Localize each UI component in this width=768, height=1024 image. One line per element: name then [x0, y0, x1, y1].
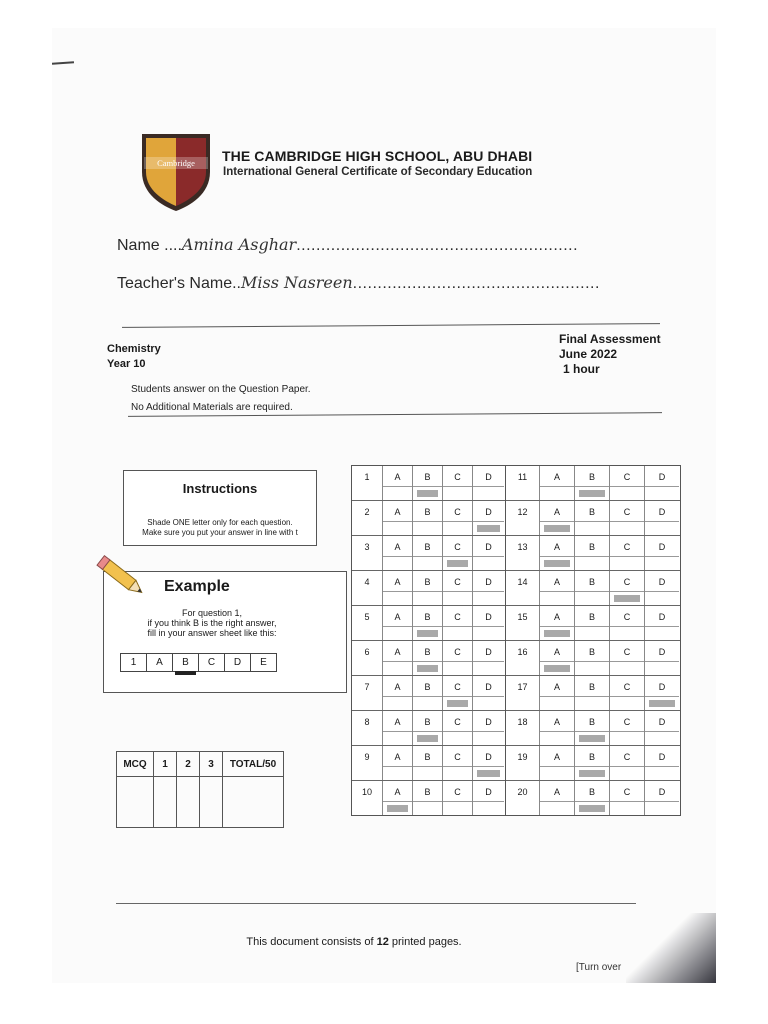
option-label: D — [485, 507, 492, 517]
question-number: 1 — [352, 466, 383, 500]
option-label: A — [394, 542, 401, 552]
option-d-bubble[interactable] — [473, 466, 504, 500]
option-label: B — [424, 612, 431, 622]
question-number: 13 — [506, 536, 540, 570]
answer-row-q8 — [352, 711, 505, 746]
option-label: C — [454, 717, 461, 727]
instructions-line: Make sure you put your answer in line with t — [142, 528, 298, 537]
answer-row-q4 — [352, 571, 505, 606]
answer-row-q3 — [352, 536, 505, 571]
option-label: A — [394, 647, 401, 657]
option-label: D — [658, 717, 666, 727]
score-cell — [200, 777, 223, 828]
answer-row-q7 — [352, 676, 505, 711]
option-label: D — [658, 577, 666, 587]
option-label: A — [394, 612, 401, 622]
option-label: C — [454, 507, 461, 517]
pencil-shading — [417, 735, 438, 742]
page-count: 12 — [376, 936, 389, 948]
option-label: D — [658, 682, 666, 692]
option-c-bubble[interactable] — [443, 501, 473, 535]
option-label: B — [588, 542, 595, 552]
example-question-number: 1 — [121, 654, 147, 671]
option-d-bubble[interactable] — [473, 571, 504, 605]
option-label: D — [658, 472, 666, 482]
option-label: B — [588, 507, 595, 517]
option-label: D — [658, 787, 666, 797]
option-label: A — [553, 577, 560, 587]
teacher-name-line — [117, 273, 600, 293]
pencil-shading — [387, 805, 408, 812]
subject-block — [107, 342, 161, 372]
teacher-name-label: Teacher's Name.. — [117, 275, 241, 292]
option-b-bubble[interactable] — [413, 641, 443, 675]
option-c-bubble[interactable] — [610, 676, 645, 710]
pencil-shading — [447, 560, 468, 567]
question-number: 20 — [506, 781, 540, 815]
question-number: 18 — [506, 711, 540, 745]
option-c-bubble[interactable] — [610, 641, 645, 675]
note-answer-paper: Students answer on the Question Paper. — [131, 384, 311, 395]
option-label: C — [623, 752, 631, 762]
svg-text:Cambridge: Cambridge — [157, 158, 195, 168]
option-d-bubble[interactable] — [645, 536, 679, 570]
turn-over-note: [Turn over — [576, 962, 622, 973]
note-materials: No Additional Materials are required. — [131, 402, 293, 413]
example-option-C: C — [199, 654, 225, 671]
question-number: 7 — [352, 676, 383, 710]
pencil-shading — [614, 595, 640, 602]
scan-shadow — [626, 913, 716, 983]
option-label: A — [553, 612, 560, 622]
option-d-bubble[interactable] — [645, 746, 679, 780]
option-label: B — [424, 577, 431, 587]
example-line: fill in your answer sheet like this: — [147, 628, 277, 638]
option-label: C — [623, 717, 631, 727]
option-label: A — [394, 577, 401, 587]
option-label: B — [588, 612, 595, 622]
option-d-bubble[interactable] — [645, 781, 679, 815]
option-label: C — [623, 542, 631, 552]
footer-text: This document consists of — [246, 936, 377, 948]
option-d-bubble[interactable] — [473, 501, 504, 535]
example-option-D: D — [225, 654, 251, 671]
option-label: B — [588, 577, 595, 587]
option-label: C — [454, 542, 461, 552]
option-b-bubble[interactable] — [575, 466, 610, 500]
option-a-bubble[interactable] — [540, 676, 575, 710]
option-label: C — [623, 472, 631, 482]
option-label: C — [454, 472, 461, 482]
question-number: 3 — [352, 536, 383, 570]
option-label: D — [485, 472, 492, 482]
option-label: C — [454, 647, 461, 657]
option-b-bubble[interactable] — [413, 746, 443, 780]
option-label: B — [588, 647, 595, 657]
question-number: 5 — [352, 606, 383, 640]
mcq-header: 2 — [177, 752, 200, 777]
option-d-bubble[interactable] — [473, 536, 504, 570]
option-b-bubble[interactable] — [575, 606, 610, 640]
option-label: C — [623, 612, 631, 622]
option-label: C — [454, 682, 461, 692]
option-label: A — [394, 717, 401, 727]
option-a-bubble[interactable] — [383, 571, 413, 605]
option-label: D — [485, 682, 492, 692]
option-label: D — [485, 752, 492, 762]
option-d-bubble[interactable] — [473, 606, 504, 640]
option-d-bubble[interactable] — [645, 606, 679, 640]
question-number: 11 — [506, 466, 540, 500]
question-number: 19 — [506, 746, 540, 780]
option-a-bubble[interactable] — [383, 641, 413, 675]
option-label: D — [485, 612, 492, 622]
option-label: D — [485, 577, 492, 587]
option-b-bubble[interactable] — [413, 466, 443, 500]
option-c-bubble[interactable] — [443, 641, 473, 675]
option-label: A — [553, 647, 560, 657]
pencil-shading — [447, 700, 468, 707]
option-a-bubble[interactable] — [540, 571, 575, 605]
dotted-fill: .................................................. — [352, 275, 600, 292]
footer-text: printed pages. — [388, 936, 462, 948]
answer-sheet-grid — [351, 465, 681, 816]
option-b-bubble[interactable] — [575, 501, 610, 535]
option-label: D — [485, 542, 492, 552]
option-label: B — [588, 682, 595, 692]
option-d-bubble[interactable] — [473, 746, 504, 780]
option-a-bubble[interactable] — [540, 536, 575, 570]
instructions-box — [123, 470, 317, 546]
option-label: B — [424, 787, 431, 797]
question-number: 14 — [506, 571, 540, 605]
answer-row-q15 — [506, 606, 680, 641]
option-label: D — [485, 647, 492, 657]
option-a-bubble[interactable] — [540, 711, 575, 745]
answer-row-q20 — [506, 781, 680, 815]
mcq-header: TOTAL/50 — [223, 752, 284, 777]
pencil-shading — [544, 525, 570, 532]
option-label: C — [623, 682, 631, 692]
option-b-bubble[interactable] — [575, 781, 610, 815]
option-label: B — [424, 647, 431, 657]
question-number: 4 — [352, 571, 383, 605]
example-answer-row — [120, 653, 277, 672]
footer-divider — [116, 903, 636, 904]
option-c-bubble[interactable] — [610, 746, 645, 780]
mcq-header: 3 — [200, 752, 223, 777]
option-a-bubble[interactable] — [540, 781, 575, 815]
example-title: Example — [164, 578, 230, 595]
option-label: D — [658, 752, 666, 762]
pencil-shading — [477, 525, 500, 532]
pencil-shading — [544, 665, 570, 672]
option-label: B — [588, 472, 595, 482]
answer-row-q18 — [506, 711, 680, 746]
option-label: B — [424, 682, 431, 692]
option-label: B — [588, 752, 595, 762]
pencil-shading — [579, 490, 605, 497]
dotted-fill: ......................................................... — [296, 237, 579, 254]
option-label: B — [424, 717, 431, 727]
example-option-E: E — [260, 657, 267, 668]
question-number: 6 — [352, 641, 383, 675]
option-label: B — [588, 717, 595, 727]
option-a-bubble[interactable] — [383, 781, 413, 815]
option-label: C — [454, 577, 461, 587]
option-c-bubble[interactable] — [610, 466, 645, 500]
option-d-bubble[interactable] — [473, 641, 504, 675]
question-number: 17 — [506, 676, 540, 710]
option-label: C — [454, 612, 461, 622]
assessment-date: June 2022 — [559, 347, 618, 361]
score-cell — [117, 777, 154, 828]
option-b-bubble[interactable] — [575, 571, 610, 605]
option-a-bubble[interactable] — [540, 606, 575, 640]
option-b-bubble[interactable] — [575, 676, 610, 710]
answer-column-1 — [352, 466, 506, 815]
option-c-bubble[interactable] — [443, 466, 473, 500]
pencil-icon — [95, 552, 149, 602]
option-label: C — [454, 787, 461, 797]
option-c-bubble[interactable] — [610, 536, 645, 570]
option-label: D — [658, 507, 666, 517]
option-label: B — [424, 752, 431, 762]
question-number: 15 — [506, 606, 540, 640]
option-b-bubble[interactable] — [413, 536, 443, 570]
option-label: A — [553, 542, 560, 552]
option-label: A — [553, 507, 560, 517]
option-b-bubble[interactable] — [575, 711, 610, 745]
answer-row-q14 — [506, 571, 680, 606]
answer-row-q2 — [352, 501, 505, 536]
pencil-shading — [579, 805, 605, 812]
instructions-text — [128, 518, 312, 538]
question-number: 10 — [352, 781, 383, 815]
answer-row-q13 — [506, 536, 680, 571]
option-a-bubble[interactable] — [383, 746, 413, 780]
option-label: A — [394, 472, 401, 482]
option-d-bubble[interactable] — [473, 711, 504, 745]
instructions-title: Instructions — [182, 481, 258, 496]
option-label: A — [394, 682, 401, 692]
mcq-header: MCQ — [117, 752, 154, 777]
answer-row-q6 — [352, 641, 505, 676]
pencil-shading — [544, 560, 570, 567]
option-label: D — [485, 717, 492, 727]
option-c-bubble[interactable] — [610, 571, 645, 605]
option-a-bubble[interactable] — [383, 466, 413, 500]
option-b-bubble[interactable] — [413, 571, 443, 605]
answer-row-q9 — [352, 746, 505, 781]
option-label: A — [553, 752, 560, 762]
option-label: B — [588, 787, 595, 797]
option-d-bubble[interactable] — [645, 466, 679, 500]
option-c-bubble[interactable] — [610, 501, 645, 535]
option-b-bubble[interactable] — [413, 781, 443, 815]
option-label: A — [394, 507, 401, 517]
option-c-bubble[interactable] — [610, 781, 645, 815]
option-label: B — [424, 507, 431, 517]
score-cell — [154, 777, 177, 828]
option-a-bubble[interactable] — [383, 676, 413, 710]
assessment-duration: 1 hour — [563, 362, 600, 376]
option-a-bubble[interactable] — [540, 466, 575, 500]
student-name-line — [117, 235, 578, 255]
question-number: 9 — [352, 746, 383, 780]
option-b-bubble[interactable] — [413, 606, 443, 640]
option-b-bubble[interactable] — [575, 536, 610, 570]
option-b-bubble[interactable] — [575, 746, 610, 780]
option-d-bubble[interactable] — [645, 711, 679, 745]
option-a-bubble[interactable] — [383, 606, 413, 640]
answer-row-q12 — [506, 501, 680, 536]
option-label: D — [485, 787, 492, 797]
option-d-bubble[interactable] — [645, 571, 679, 605]
option-d-bubble[interactable] — [473, 781, 504, 815]
year: Year 10 — [107, 358, 146, 370]
pencil-shading — [417, 490, 438, 497]
option-c-bubble[interactable] — [610, 711, 645, 745]
option-b-bubble[interactable] — [575, 641, 610, 675]
option-c-bubble[interactable] — [443, 746, 473, 780]
student-name-label: Name .... — [117, 237, 182, 254]
subject: Chemistry — [107, 343, 161, 355]
option-label: B — [424, 542, 431, 552]
answer-row-q19 — [506, 746, 680, 781]
option-label: C — [623, 507, 631, 517]
option-d-bubble[interactable] — [645, 501, 679, 535]
student-name-value: Amina Asghar — [181, 235, 297, 254]
question-number: 16 — [506, 641, 540, 675]
pencil-shading — [649, 700, 675, 707]
question-number: 12 — [506, 501, 540, 535]
answer-row-q11 — [506, 466, 680, 501]
option-a-bubble[interactable] — [540, 641, 575, 675]
option-a-bubble[interactable] — [383, 711, 413, 745]
option-label: B — [424, 472, 431, 482]
answer-column-2 — [506, 466, 680, 815]
option-a-bubble[interactable] — [383, 536, 413, 570]
school-crest-icon — [140, 132, 212, 212]
answer-row-q5 — [352, 606, 505, 641]
option-d-bubble[interactable] — [473, 676, 504, 710]
option-d-bubble[interactable] — [645, 676, 679, 710]
answer-row-q16 — [506, 641, 680, 676]
page-count-note — [0, 936, 768, 948]
option-c-bubble[interactable] — [443, 606, 473, 640]
example-option-B: B — [173, 654, 199, 671]
pencil-shading — [579, 770, 605, 777]
answer-row-q10 — [352, 781, 505, 815]
assessment-block — [559, 332, 661, 377]
option-label: A — [553, 682, 560, 692]
school-name: THE CAMBRIDGE HIGH SCHOOL, ABU DHABI — [222, 148, 533, 164]
option-b-bubble[interactable] — [413, 501, 443, 535]
option-c-bubble[interactable] — [443, 676, 473, 710]
option-label: D — [658, 612, 666, 622]
option-label: A — [553, 787, 560, 797]
option-c-bubble[interactable] — [443, 571, 473, 605]
option-label: A — [553, 472, 560, 482]
qualification-title: International General Certificate of Secondary Education — [223, 166, 533, 178]
instructions-line: Shade ONE letter only for each question. — [147, 518, 293, 527]
option-label: D — [658, 542, 666, 552]
option-a-bubble[interactable] — [383, 501, 413, 535]
example-line: if you think B is the right answer, — [147, 618, 277, 628]
option-c-bubble[interactable] — [443, 711, 473, 745]
option-label: C — [623, 647, 631, 657]
pencil-shading — [417, 630, 438, 637]
option-c-bubble[interactable] — [443, 536, 473, 570]
question-number: 2 — [352, 501, 383, 535]
option-b-bubble[interactable] — [413, 711, 443, 745]
answer-row-q1 — [352, 466, 505, 501]
score-cell — [177, 777, 200, 828]
option-b-bubble[interactable] — [413, 676, 443, 710]
option-label: A — [394, 752, 401, 762]
answer-row-q17 — [506, 676, 680, 711]
option-c-bubble[interactable] — [443, 781, 473, 815]
mcq-header: 1 — [154, 752, 177, 777]
example-line: For question 1, — [181, 608, 243, 618]
option-c-bubble[interactable] — [610, 606, 645, 640]
mcq-score-table — [116, 751, 284, 828]
option-label: C — [623, 577, 631, 587]
option-label: C — [454, 752, 461, 762]
option-label: C — [623, 787, 631, 797]
example-option-A: A — [147, 654, 173, 671]
score-cell — [223, 777, 284, 828]
assessment-title: Final Assessment — [559, 332, 661, 346]
pencil-shading — [477, 770, 500, 777]
option-label: A — [553, 717, 560, 727]
option-a-bubble[interactable] — [540, 501, 575, 535]
option-label: A — [394, 787, 401, 797]
question-number: 8 — [352, 711, 383, 745]
teacher-name-value: Miss Nasreen — [241, 273, 353, 292]
option-a-bubble[interactable] — [540, 746, 575, 780]
option-d-bubble[interactable] — [645, 641, 679, 675]
pencil-shading — [417, 665, 438, 672]
option-label: D — [658, 647, 666, 657]
pencil-shading — [544, 630, 570, 637]
example-text — [108, 608, 316, 638]
pencil-shading — [579, 735, 605, 742]
